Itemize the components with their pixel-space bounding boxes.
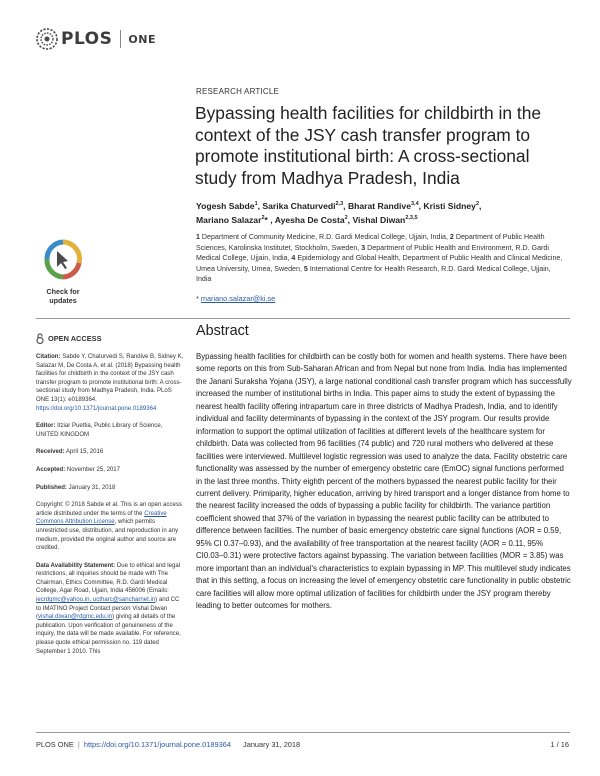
footer-divider <box>36 732 570 733</box>
corresponding-email-link[interactable]: mariano.salazar@ki.se <box>200 294 276 303</box>
author[interactable]: Sarika Chaturvedi$^{2,3}$ <box>262 200 344 211</box>
editor-block: Editor: Itziar Puettia, Public Library of Science, UNITED KINGDOM <box>36 423 163 438</box>
citation-block: Citation: Sabde Y, Chaturvedi S, Randive B, Sidney K, Salazar M, De Costa A, et al. (2018) Bypassing health facilities for childbirth in the context of the JSY cash transfer program to promote institutional birth: A cross-sectional study from Madhya Pradesh, India. PLoS ONE 13(1): e0189364. https://doi.org/10.1371/journal.pone.0189364 <box>36 354 184 412</box>
check-updates-label: Check for updates <box>46 287 80 305</box>
footer-separator: | <box>77 740 80 749</box>
article-type: RESEARCH ARTICLE <box>196 87 280 96</box>
author-list: Yogesh Sabde$^1$, Sarika Chaturvedi$^{2,3}$, Bharat Randive$^{3,4}$, Kristi Sidney$^2$, Mariano Salazar$^2$* , Ayesha De Costa$^2$, Vishal Diwan$^{2,3,5}$ <box>196 200 482 226</box>
header-divider <box>36 318 570 319</box>
author[interactable]: Ayesha De Costa$^2$ <box>274 215 348 226</box>
contact-email-link[interactable]: vishal.diwan@rdgmc.edu.in <box>38 614 113 621</box>
license-link[interactable]: Creative Commons Attribution License <box>36 510 167 526</box>
page-number: 1 / 16 <box>550 740 569 749</box>
accepted-date: Accepted: November 25, 2017 <box>36 466 121 473</box>
plos-dots-icon <box>36 28 58 50</box>
copyright-block: Copyright: © 2018 Sabde et al. This is an open access article distributed under the terms of the Creative Commons Attribution License, which permits unrestricted use, distribution, and reproduction in any medium, provided the original author and source are credited. <box>36 502 182 552</box>
author[interactable]: Kristi Sidney$^2$ <box>423 200 480 211</box>
abstract-heading: Abstract <box>196 323 249 339</box>
check-for-updates-button[interactable] <box>38 238 88 305</box>
page-footer <box>36 740 300 749</box>
abstract-body: Bypassing health facilities for childbirth can be costly both for women and health systems. There have been some reports on this from Sub-Saharan African and from Nepal but none from India. India has implemented the Janani Suraksha Yojana (JSY), a large national conditional cash transfer program which has successfully increased the number of institutional births in India. This paper aims to study the extent of bypassing the nearest health facility offering intrapartum care in three districts of Madhya Pradesh, India, and to identify individual and facility determinants of bypassing in the context of the JSY program. Our results provide information to support the optimal utilization of facilities at different levels of the healthcare system for childbirth. Data was collected from 96 facilities (74 public) and 720 rural mothers who delivered at these facilities were interviewed. Multilevel logistic regression was used to analyze the data. Facility obstetric care functionality was assessed by the number of emergency obstetric care (EmOC) signal functions performed in the last three months. Thirty eighth percent of the mothers bypassed the nearest public facility for their current delivery. Primiparity, higher education, arriving by hired transport and a longer distance from home to the nearest facility increased the odds of bypassing a public facility for childbirth. The variance partition coefficient showed that 37% of the variation in bypassing the nearest public facility can be attributed to difference between facilities. The number of basic emergency obstetric care signal functions (AOR = 0.59, 95% CI 0.37–0.93), and the availability of free transportation at the nearest facility (AOR = 0.11, 95% CI0.03–0.31) were protective factors against bypassing. The variation between facilities (MOR = 3.85) was more important than an individual's characteristics to explain bypassing in MP. This multilevel study indicates that in this setting, a focus on increasing the level of emergency obstetric care functionality in public obstetric care facilities will allow more optimal utilization of facilities for childbirth under the JSY program thereby leading to better outcomes for mothers. <box>196 352 572 611</box>
logo-divider <box>120 30 121 48</box>
published-date: Published: January 31, 2018 <box>36 484 116 491</box>
footer-date: January 31, 2018 <box>243 740 301 749</box>
author[interactable]: Yogesh Sabde$^1$ <box>196 200 258 211</box>
article-title: Bypassing health facilities for childbirth in the context of the JSY cash transfer program to promote institutional birth: A cross-sectional study from Madhya Pradesh, India <box>195 103 542 188</box>
footer-doi-link[interactable]: https://doi.org/10.1371/journal.pone.0189364 <box>83 740 231 749</box>
footer-journal: PLOS ONE <box>36 740 74 749</box>
logo-one-text: ONE <box>128 32 156 46</box>
open-lock-icon <box>36 333 44 344</box>
citation-doi-link[interactable]: https://doi.org/10.1371/journal.pone.0189364 <box>36 405 157 412</box>
author[interactable]: Mariano Salazar$^2$ <box>196 215 265 226</box>
ethics-email-link[interactable]: iecrdgmc@yahoo.in, uctharc@sancharnet.in <box>36 597 156 604</box>
author[interactable]: Vishal Diwan$^{2,3,5}$ <box>352 215 418 226</box>
received-date: Received: April 15, 2016 <box>36 449 104 456</box>
sidebar <box>36 332 186 656</box>
author[interactable]: Bharat Randive$^{3,4}$ <box>347 200 419 211</box>
check-updates-icon <box>38 238 88 280</box>
open-access-badge: OPEN ACCESS <box>36 333 186 344</box>
logo-plos-text: PLOS <box>61 29 113 49</box>
corresponding-author: * mariano.salazar@ki.se <box>196 294 276 303</box>
data-availability-block: Data Availability Statement: Due to ethical and legal restrictions, all inquiries should be made with The Chairman, Ethics Committee, R.D. Gardi Medical College, Agar Road, Ujjain, India 456006 (Emails: iecrdgmc@yahoo.in, uctharc@sancharnet.in) and CC to IMATINO Project Contact person Vishal Diwan (vishal.diwan@rdgmc.edu.in) giving all details of the publication. Upon verification of genuineness of the inquiry, the data will be made available. For reference, please quote ethical permission no. 119 dated September 1 2010. This <box>36 562 181 655</box>
affiliations: 1 Department of Community Medicine, R.D. Gardi Medical College, Ujjain, India, 2 Department of Public Health Sciences, Karolinska Institutet, Stockholm, Sweden, 3 Department of Public Health and Environment, R.D. Gardi Medical College, Ujjain, India, 4 Epidemiology and Global Health, Department of Public Health and Clinical Medicine, Umea University, Umea, Sweden, 5 International Centre for Health Research, R.D. Gardi Medical College, Ujjain, India <box>196 233 563 284</box>
journal-logo <box>36 28 156 50</box>
